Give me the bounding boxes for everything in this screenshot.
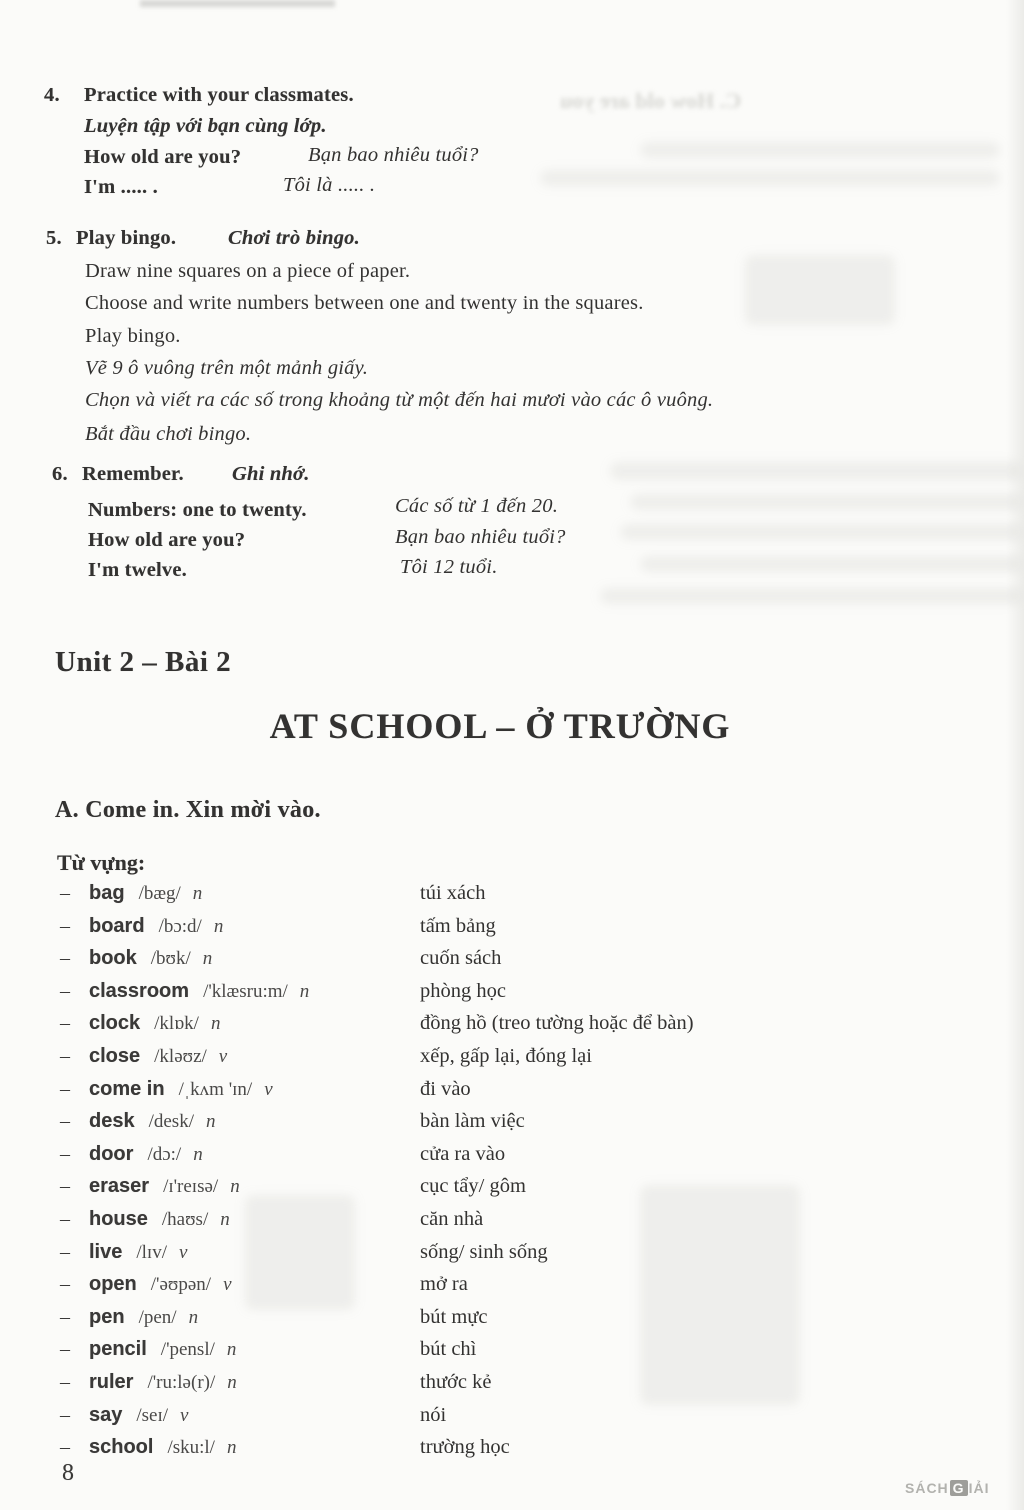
vocab-phonetic: /'pensl/	[160, 1339, 215, 1361]
bleed-through-smudge	[630, 494, 1020, 510]
vocab-row	[60, 1241, 980, 1274]
vocab-meaning: bàn làm việc	[420, 1110, 525, 1133]
bleed-through-smudge	[745, 255, 895, 325]
vocab-row	[60, 1175, 980, 1208]
section-5-line-en: Draw nine squares on a piece of paper.	[85, 260, 411, 282]
dash-bullet: –	[60, 1436, 70, 1459]
section-6-pair-en: How old are you?	[88, 529, 246, 551]
vocab-phonetic: /'klæsru:m/	[203, 980, 288, 1002]
dash-bullet: –	[60, 1273, 70, 1296]
section-6-pair-en: Numbers: one to twenty.	[88, 499, 307, 521]
section-6-pair-vi: Tôi 12 tuổi.	[400, 556, 498, 578]
vocab-phonetic: /klɒk/	[154, 1013, 199, 1035]
vocab-phonetic: /pen/	[138, 1306, 177, 1328]
vocab-meaning: đồng hồ (treo tường hoặc để bàn)	[420, 1012, 694, 1035]
vocab-phonetic: /seɪ/	[136, 1404, 169, 1426]
vocab-meaning: sống/ sinh sống	[420, 1240, 548, 1263]
section-4-title-vi: Luyện tập với bạn cùng lớp.	[84, 115, 327, 137]
vocab-row	[60, 947, 980, 980]
dash-bullet: –	[60, 1077, 70, 1100]
vocab-list	[60, 882, 980, 1469]
dash-bullet: –	[60, 1338, 70, 1361]
vocab-row	[60, 1110, 980, 1143]
vocab-row	[60, 1045, 980, 1078]
vocab-phonetic: /'ru:lə(r)/	[147, 1371, 216, 1393]
vocab-word: bag	[89, 882, 125, 904]
vocab-row	[60, 915, 980, 948]
vocab-row	[60, 1371, 980, 1404]
vocab-word: house	[89, 1207, 148, 1230]
vocab-meaning: túi xách	[420, 882, 486, 904]
vocab-phonetic: /ɪ'reɪsə/	[163, 1176, 219, 1198]
vocab-part-of-speech: v	[264, 1078, 273, 1100]
vocab-word: open	[89, 1273, 137, 1296]
scan-artifact-top-strip	[140, 0, 335, 7]
vocab-meaning: tấm bảng	[420, 914, 496, 937]
vocab-meaning: đi vào	[420, 1077, 471, 1100]
vocab-phonetic: /sku:l/	[167, 1437, 215, 1459]
section-5-line-vi: Vẽ 9 ô vuông trên một mảnh giấy.	[85, 357, 369, 379]
vocab-word: pen	[89, 1305, 125, 1328]
dash-bullet: –	[60, 1207, 70, 1230]
vocab-meaning: nói	[420, 1403, 447, 1426]
vocab-meaning: bút chì	[420, 1338, 477, 1361]
dash-bullet: –	[60, 1370, 70, 1393]
vocab-part-of-speech: n	[210, 1013, 221, 1035]
vocab-part-of-speech: n	[226, 1339, 237, 1361]
vocab-word: pencil	[89, 1338, 147, 1361]
dash-bullet: –	[60, 1403, 70, 1426]
vocab-row	[60, 1404, 980, 1437]
dash-bullet: –	[60, 1012, 70, 1035]
vocab-part-of-speech: n	[202, 948, 213, 970]
section-a-heading: A. Come in. Xin mời vào.	[55, 797, 321, 823]
dash-bullet: –	[60, 979, 70, 1002]
dash-bullet: –	[60, 1175, 70, 1198]
section-5-line-en: Choose and write numbers between one and twenty in the squares.	[85, 292, 644, 314]
bleed-through-smudge	[640, 142, 1000, 158]
vocab-part-of-speech: n	[213, 915, 224, 937]
watermark-text: SÁCH	[905, 1480, 949, 1496]
vocab-part-of-speech: n	[188, 1306, 199, 1328]
vocab-row	[60, 1078, 980, 1111]
vocab-meaning: cuốn sách	[420, 947, 502, 970]
dash-bullet: –	[60, 1240, 70, 1263]
section-4-pair-vi: Tôi là ..... .	[283, 174, 376, 196]
vocab-word: say	[89, 1403, 123, 1426]
watermark-logo-box: G	[950, 1480, 968, 1496]
vocab-row	[60, 1012, 980, 1045]
vocab-part-of-speech: n	[192, 883, 203, 904]
dash-bullet: –	[60, 1110, 70, 1133]
watermark-text: IẢI	[968, 1480, 990, 1496]
vocab-meaning: cục tẩy/ gôm	[420, 1175, 526, 1198]
bleed-through-smudge	[600, 588, 1020, 604]
section-6-title-vi: Ghi nhớ.	[232, 463, 310, 485]
vocab-phonetic: /bʊk/	[150, 948, 191, 970]
vocab-row	[60, 1306, 980, 1339]
dash-bullet: –	[60, 1305, 70, 1328]
vocab-word: school	[89, 1436, 154, 1459]
section-5-title-vi: Chơi trò bingo.	[228, 227, 360, 249]
section-4-pair-en: I'm ..... .	[84, 176, 158, 198]
section-6-pair-vi: Bạn bao nhiêu tuổi?	[395, 526, 566, 548]
vocab-word: close	[89, 1044, 141, 1067]
vocab-part-of-speech: v	[223, 1274, 232, 1296]
section-6-pair-vi: Các số từ 1 đến 20.	[395, 495, 559, 517]
vocab-word: desk	[89, 1110, 135, 1133]
vocab-part-of-speech: n	[299, 980, 310, 1002]
vocab-phonetic: /dɔ:/	[147, 1143, 182, 1165]
section-5-title-en: Play bingo.	[76, 227, 177, 249]
dash-bullet: –	[60, 1044, 70, 1067]
unit-heading: Unit 2 – Bài 2	[55, 646, 232, 678]
vocab-part-of-speech: n	[220, 1208, 230, 1230]
vocab-meaning: thước kẻ	[420, 1370, 492, 1393]
vocab-word: board	[89, 914, 145, 937]
section-5-line-vi: Bắt đầu chơi bingo.	[85, 423, 252, 445]
unit-title: AT SCHOOL – Ở TRƯỜNG	[269, 706, 731, 746]
section-4-title-en: Practice with your classmates.	[84, 84, 354, 106]
section-5-number: 5.	[46, 227, 62, 249]
vocab-word: come in	[89, 1077, 165, 1100]
vocab-phonetic: /lɪv/	[136, 1241, 167, 1263]
vocab-phonetic: /bæg/	[138, 883, 181, 904]
bleed-through-text: C. How old are you	[560, 88, 742, 113]
vocab-row	[60, 1436, 980, 1469]
vocab-row	[60, 1338, 980, 1371]
vocab-phonetic: /bɔ:d/	[158, 915, 202, 937]
vocab-word: ruler	[89, 1370, 134, 1393]
publisher-watermark	[905, 1480, 989, 1496]
section-6-number: 6.	[52, 463, 68, 485]
vocab-meaning: trường học	[420, 1436, 510, 1459]
vocab-part-of-speech: n	[230, 1176, 240, 1198]
section-6-pair-en: I'm twelve.	[88, 559, 187, 581]
vocab-part-of-speech: v	[178, 1241, 188, 1263]
vocab-meaning: phòng học	[420, 979, 506, 1002]
vocab-part-of-speech: v	[218, 1045, 228, 1067]
page-number: 8	[62, 1460, 74, 1486]
vocab-word: book	[89, 947, 137, 970]
vocab-part-of-speech: n	[193, 1143, 203, 1165]
vocab-part-of-speech: n	[226, 1437, 237, 1459]
vocab-meaning: cửa ra vào	[420, 1142, 506, 1165]
vocab-word: door	[89, 1142, 134, 1165]
vocab-phonetic: /kləʊz/	[154, 1045, 207, 1067]
vocab-phonetic: /haʊs/	[161, 1208, 209, 1230]
vocab-word: clock	[89, 1012, 141, 1035]
section-4-number: 4.	[44, 84, 60, 106]
vocab-part-of-speech: n	[227, 1371, 237, 1393]
vocab-phonetic: /'əʊpən/	[150, 1274, 212, 1296]
bleed-through-smudge	[620, 524, 1020, 540]
section-4-pair-en: How old are you?	[84, 146, 242, 168]
vocab-meaning: mở ra	[420, 1273, 468, 1296]
vocab-meaning: căn nhà	[420, 1207, 484, 1230]
vocab-row	[60, 1273, 980, 1306]
dash-bullet: –	[60, 882, 70, 904]
bleed-through-smudge	[540, 170, 1000, 186]
bleed-through-smudge	[640, 556, 1020, 572]
section-4-pair-vi: Bạn bao nhiêu tuổi?	[308, 144, 479, 166]
scan-edge-shade	[1006, 0, 1024, 1510]
vocab-part-of-speech: n	[205, 1111, 216, 1133]
vocab-meaning: xếp, gấp lại, đóng lại	[420, 1044, 592, 1067]
vocab-row	[60, 1143, 980, 1176]
vocab-meaning: bút mực	[420, 1305, 488, 1328]
vocab-row	[60, 882, 980, 915]
vocab-word: live	[89, 1240, 123, 1263]
dash-bullet: –	[60, 914, 70, 937]
vocab-label: Từ vựng:	[57, 850, 146, 875]
vocab-word: eraser	[89, 1175, 150, 1198]
bleed-through-smudge	[610, 462, 1020, 480]
vocab-row	[60, 1208, 980, 1241]
vocab-phonetic: /ˌkʌm 'ɪn/	[178, 1078, 253, 1100]
section-5-line-vi: Chọn và viết ra các số trong khoảng từ một đến hai mươi vào các ô vuông.	[85, 389, 714, 411]
dash-bullet: –	[60, 947, 70, 970]
vocab-row	[60, 980, 980, 1013]
section-6-title-en: Remember.	[82, 463, 184, 485]
vocab-phonetic: /desk/	[148, 1111, 194, 1133]
vocab-word: classroom	[89, 979, 190, 1002]
vocab-part-of-speech: v	[180, 1404, 189, 1426]
section-5-line-en: Play bingo.	[85, 325, 181, 347]
dash-bullet: –	[60, 1142, 70, 1165]
